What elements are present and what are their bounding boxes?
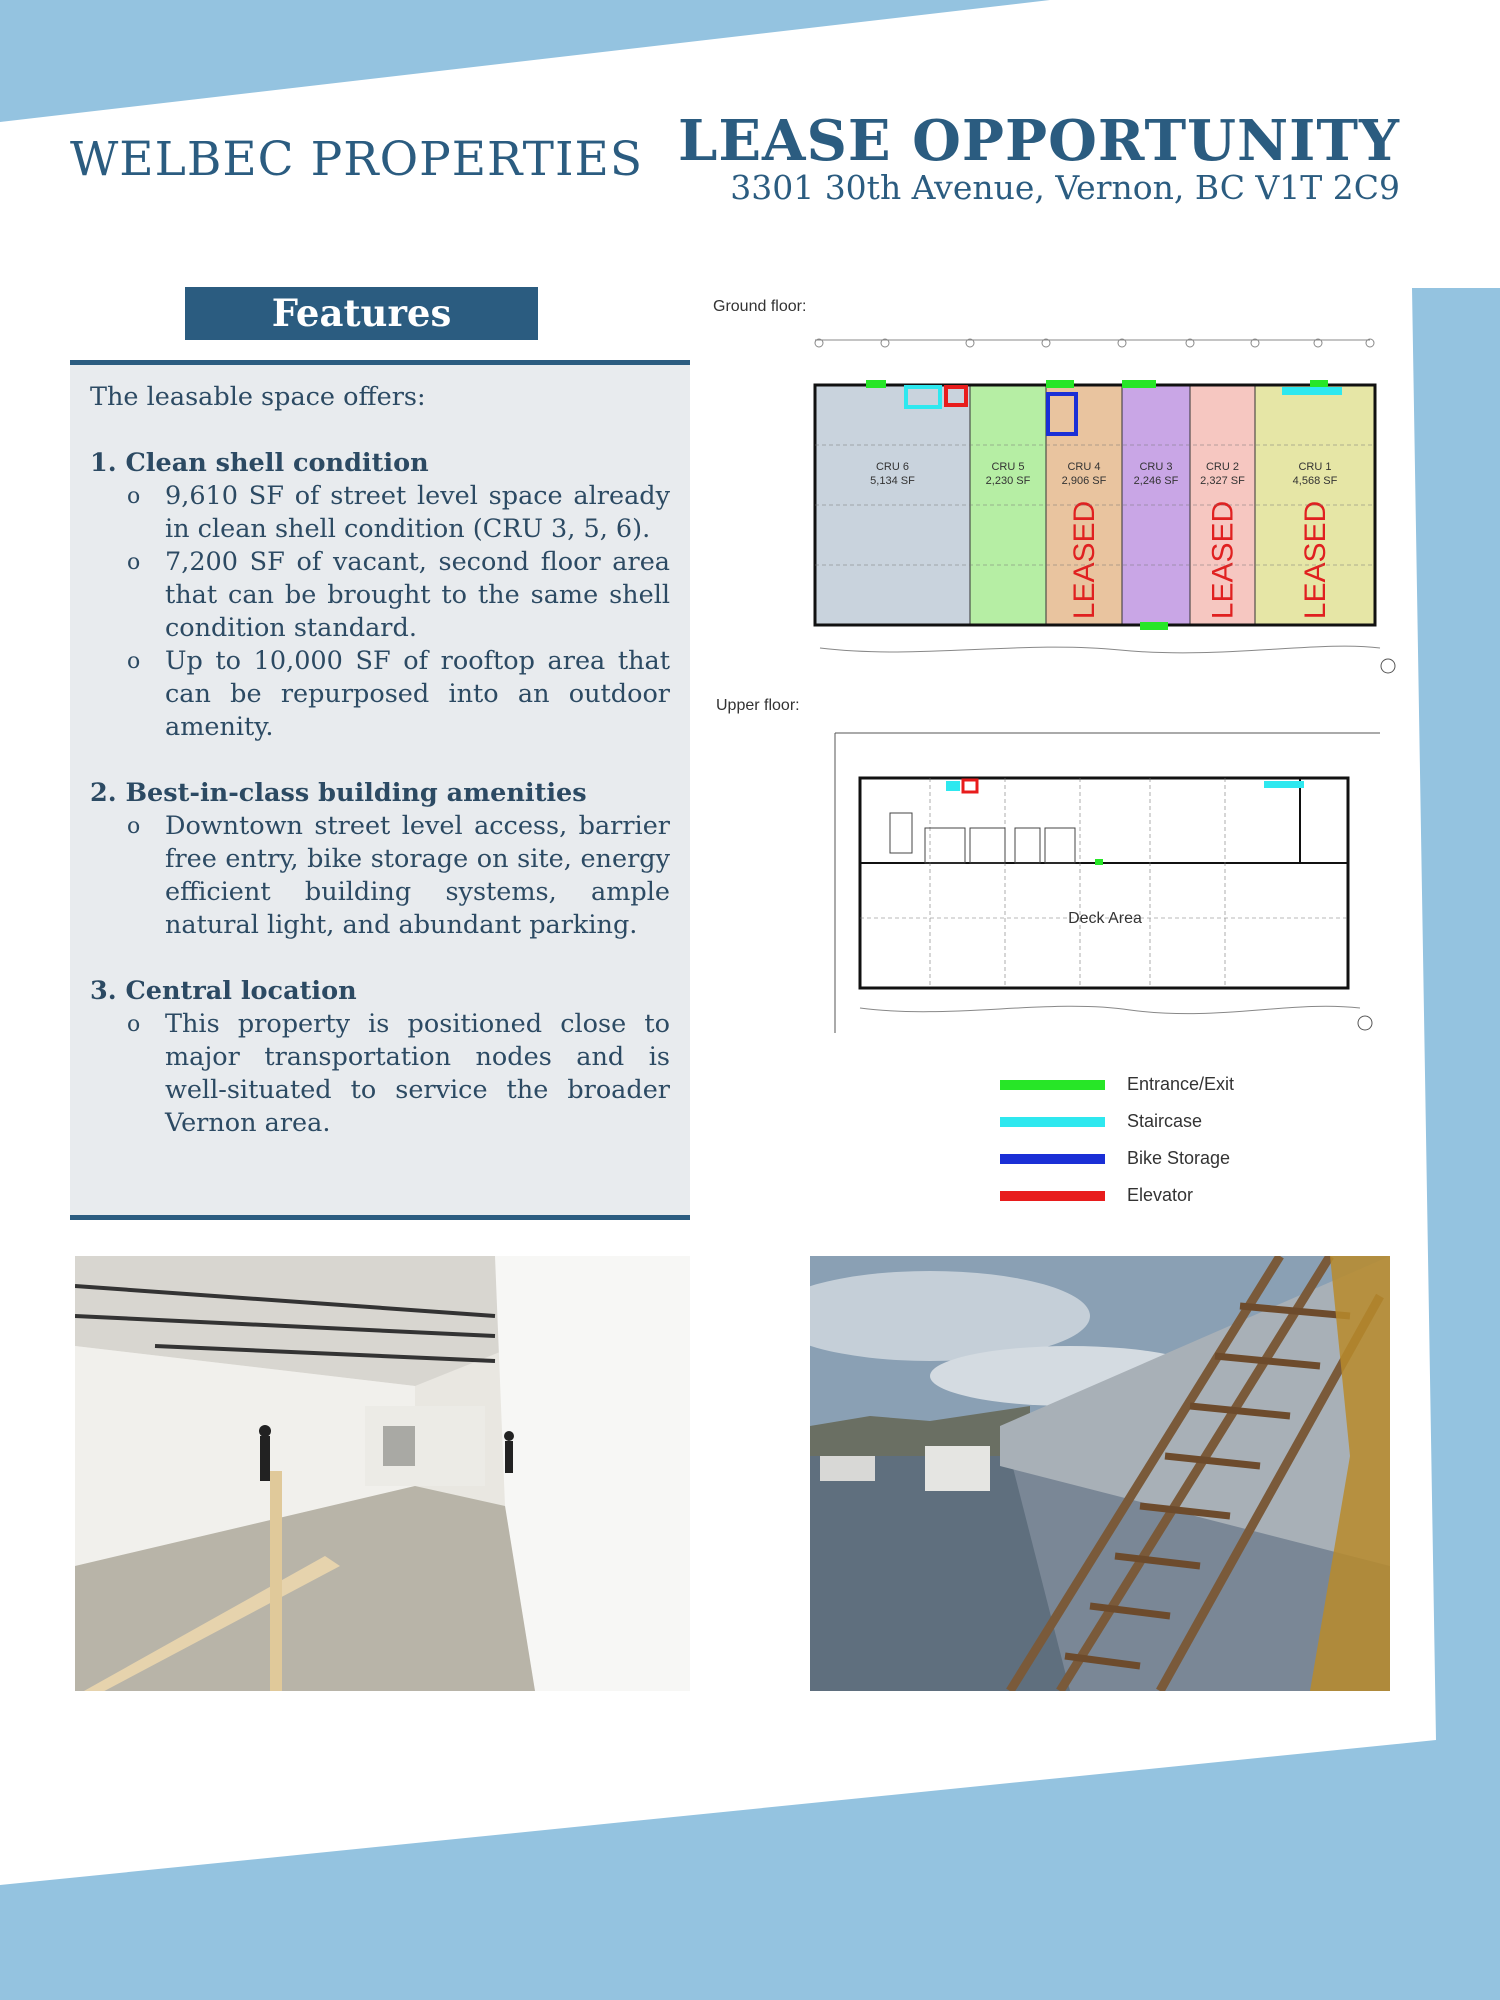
unit-name-label: CRU 1 (1298, 461, 1332, 473)
bullet-icon: o (127, 649, 141, 674)
plan-legend (1000, 1066, 1234, 1214)
feature-section (90, 777, 670, 942)
staircase-marker (1264, 781, 1304, 788)
features-intro: The leasable space offers: (90, 382, 426, 412)
entrance-marker (1046, 380, 1074, 388)
bullet-list (127, 480, 670, 744)
unit-area-label: 5,134 SF (870, 475, 915, 487)
leased-label: LEASED (1206, 500, 1240, 620)
elevator-swatch-icon (1000, 1191, 1105, 1201)
staircase-marker (1282, 387, 1342, 395)
deck-area-label: Deck Area (1068, 910, 1142, 927)
unit-name-label: CRU 3 (1139, 461, 1173, 473)
unit-area-label: 2,230 SF (985, 475, 1031, 487)
bullet-list (127, 810, 670, 942)
bullet-item: o 9,610 SF of street level space already in clean shell condition (CRU 3, 5, 6). (127, 481, 670, 544)
rooftop-photo (810, 1256, 1390, 1691)
upper-floor-label: Upper floor: (716, 697, 800, 714)
unit-name-label: CRU 5 (991, 461, 1025, 473)
bullet-icon: o (127, 484, 141, 509)
unit-name-label: CRU 2 (1205, 461, 1240, 473)
entrance-swatch-icon (1000, 1080, 1105, 1090)
bullet-icon: o (127, 1012, 141, 1037)
bullet-item: o 7,200 SF of vacant, second floor area that can be brought to the same shell condition standard. (127, 547, 670, 643)
entrance-marker (866, 380, 886, 388)
property-address: 3301 30th Avenue, Vernon, BC V1T 2C9 (730, 168, 1400, 207)
section-title: 1. Clean shell condition (90, 448, 429, 478)
staircase-marker (946, 781, 960, 791)
bullet-icon: o (127, 550, 141, 575)
section-title: 3. Central location (90, 976, 357, 1006)
bullet-item: o Up to 10,000 SF of rooftop area that can be repurposed into an outdoor amenity. (127, 646, 670, 742)
entrance-marker (1310, 380, 1328, 388)
ground-floor-plan (770, 330, 1410, 680)
ground-floor-label: Ground floor: (713, 298, 807, 315)
leased-label: LEASED (1068, 500, 1101, 620)
entrance-marker (1140, 622, 1168, 630)
leased-label: LEASED (1299, 500, 1332, 620)
upper-floor-plan (830, 728, 1390, 1038)
elevator-marker (963, 780, 977, 792)
page-title: LEASE OPPORTUNITY (677, 108, 1400, 174)
feature-section (90, 447, 670, 744)
legend-item: Staircase (1000, 1103, 1234, 1140)
unit-name-label: CRU 6 (875, 461, 910, 473)
unit-area-label: 2,246 SF (1133, 475, 1179, 487)
bullet-item: o Downtown street level access, barrier free entry, bike storage on site, energy efficient building systems, ample natural light, and abundant parking. (127, 811, 670, 940)
section-title: 2. Best-in-class building amenities (90, 778, 587, 808)
bike-storage-swatch-icon (1000, 1154, 1105, 1164)
staircase-swatch-icon (1000, 1117, 1105, 1127)
interior-photo (75, 1256, 690, 1691)
legend-item: Elevator (1000, 1177, 1234, 1214)
features-heading: Features (185, 287, 538, 340)
entrance-marker (1095, 859, 1103, 865)
unit-area-label: 2,906 SF (1061, 475, 1107, 487)
unit-area-label: 4,568 SF (1292, 475, 1338, 487)
bullet-icon: o (127, 814, 141, 839)
entrance-marker (1122, 380, 1156, 388)
unit-name-label: CRU 4 (1067, 461, 1101, 473)
unit-area-label: 2,327 SF (1200, 475, 1245, 487)
bullet-list (127, 1008, 670, 1140)
features-panel (70, 360, 690, 1220)
legend-item: Entrance/Exit (1000, 1066, 1234, 1103)
legend-item: Bike Storage (1000, 1140, 1234, 1177)
bullet-item: o This property is positioned close to major transportation nodes and is well-situated to service the broader Vernon area. (127, 1009, 670, 1138)
brand-name: WELBEC PROPERTIES (70, 132, 644, 187)
feature-section (90, 975, 670, 1140)
